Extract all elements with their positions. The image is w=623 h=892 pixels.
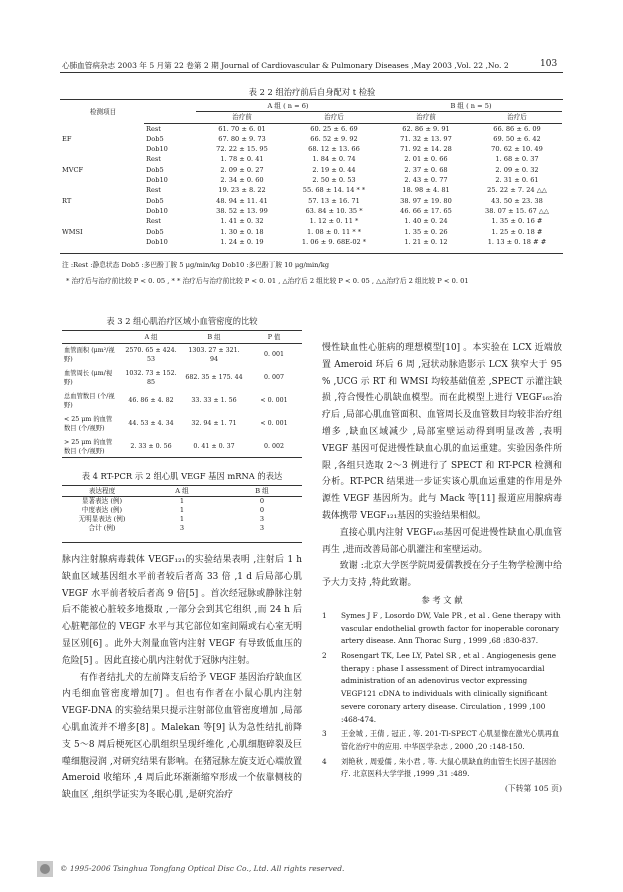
table2-b-before-value: 1. 40 ± 0. 24 [404,217,448,226]
table2-row [62,175,562,185]
table3-row [62,344,302,368]
table2-a-before-value: 1. 41 ± 0. 32 [220,217,264,226]
table3-a-value: 1032. 73 ± 152. 85 [125,370,177,386]
table2-b-before-value: 1. 35 ± 0. 26 [404,227,448,236]
table4-a-count: 1 [179,515,185,523]
table4-row [62,524,302,533]
table2-b-before-value: 2. 01 ± 0. 66 [404,155,448,164]
table2-a-before-value: 38. 52 ± 13. 99 [216,206,268,215]
reference-text: Rosengart TK, Lee LY, Patel SR , et al . Angiogenesis gene therapy : phase I assessment of Direct intramyocardial administration of an adenovirus vector expressing VEGF121 cDNA to individuals with clinically significant severe coronary artery disease. Circulation , 1999 ,100 :468-474. [341,651,557,724]
header-rule [60,72,563,73]
table2-top-rule [60,99,563,100]
table2-b-after-value: 25. 22 ± 7. 24 △△ [487,186,547,195]
table2-a-after-value: 66. 52 ± 9. 92 [310,134,358,143]
table2-condition: Dob5 [146,227,164,236]
table2-item [62,154,144,164]
table2-item: MVCF [62,165,84,174]
table2-b-after-value: 2. 09 ± 0. 32 [495,165,539,174]
right-paragraph-2: 直接心肌内注射 VEGF₁₆₅基因可促进慢性缺血心肌血管再生 ,进而改善局部心肌灌注和室壁运动。 [322,527,562,555]
table2-a-after-value: 2. 50 ± 0. 53 [312,176,356,185]
table2 [62,101,562,247]
table3-p-value: 0. 002 [263,443,285,451]
table2-condition: Dob5 [146,165,164,174]
table2-a-after-value: 68. 12 ± 13. 66 [308,145,360,154]
table3 [62,333,302,459]
table2-a-after-value: 60. 25 ± 6. 69 [310,124,358,133]
table4-b-count: 0 [259,506,265,514]
table3-caption: 表 3 2 组心肌治疗区域小血管密度的比较 [106,316,258,326]
table4-a-count: 3 [179,524,185,532]
table3-row-label: < 25 μm 的血管数目 (个/视野) [64,416,113,432]
table2-caption: 表 2 2 组治疗前后自身配对 t 检验 [248,87,376,97]
table2-a-before-value: 1. 24 ± 0. 19 [220,237,264,246]
table2-b-before: 治疗前 [380,112,472,123]
table2-note-abbrev: 注 :Rest :静息状态 Dob5 :多巴酚丁胺 5 μg/min/kg Dob10 :多巴酚丁胺 10 μg/min/kg [62,261,330,269]
table3-p-value: < 0. 001 [260,397,288,405]
table3-header-blank [62,333,120,344]
table2-b-after-value: 1. 25 ± 0. 18 # [491,227,543,236]
table4-b-count: 3 [259,524,265,532]
table2-item [62,216,144,226]
table3-header-b: B 组 [207,333,221,341]
table4-level: 中度表达 (例) [81,506,123,514]
table4-b-count: 3 [259,515,265,523]
table3-a-value: 2. 33 ± 0. 56 [130,443,172,451]
reference-text: 刘艳秋 , 周爱儒 , 朱小君 , 等. 大鼠心肌缺血的血管生长因子基因治疗. 北京医科大学学报 ,1999 ,31 :489. [341,756,557,779]
table2-condition: Rest [146,217,161,226]
table2-bottom-rule [60,253,563,254]
reference-item [322,728,562,753]
table2-b-before-value: 62. 86 ± 9. 91 [402,124,450,133]
table2-item-header: 检测项目 [89,107,117,116]
table3-b-value: 32. 94 ± 1. 71 [191,420,237,428]
table2-row [62,123,562,134]
table4-a-count: 1 [179,497,185,505]
table2-b-before-value: 71. 92 ± 14. 28 [400,145,452,154]
table2-condition: Dob10 [146,145,168,154]
table4-caption: 表 4 RT-PCR 示 2 组心肌 VEGF 基因 mRNA 的表达 [81,471,283,481]
table2-b-before-value: 2. 43 ± 0. 77 [404,176,448,185]
table4-level: 合计 (例) [88,524,116,532]
table2-item: WMSI [62,227,83,236]
table2-row [62,216,562,226]
table2-a-before-value: 2. 09 ± 0. 27 [220,165,264,174]
table2-b-before-value: 1. 21 ± 0. 12 [404,237,448,246]
table4-row [62,506,302,515]
table2-a-before-value: 48. 94 ± 11. 41 [216,196,268,205]
table4-a-count: 1 [179,506,185,514]
table2-b-after: 治疗后 [472,112,562,123]
table2-a-after-value: 1. 08 ± 0. 11 * * [306,227,362,236]
publisher-logo-icon [36,860,54,878]
table4-level: 显著表达 (例) [81,497,123,505]
table3-p-value: 0. 001 [263,351,285,359]
table2-row [62,237,562,247]
table4-level: 无明显表达 (例) [78,515,126,523]
table4-header-b: B 组 [255,487,269,495]
table2-b-before-value: 38. 97 ± 19. 80 [400,196,452,205]
table2-item: EF [62,134,72,143]
table4-row [62,515,302,524]
table2-condition: Dob5 [146,196,164,205]
table3-b-value: 1303. 27 ± 321. 94 [188,347,240,363]
table2-a-after-value: 1. 12 ± 0. 11 * [309,217,359,226]
table2-b-after-value: 70. 62 ± 10. 49 [491,145,543,154]
table4-bottom-rule [62,542,302,543]
table2-b-after-value: 2. 31 ± 0. 61 [495,176,539,185]
table2-condition: Dob10 [146,176,168,185]
table2-item [62,123,144,134]
table2-row [62,165,562,175]
reference-text: 王金城 , 王倩 , 冠正 , 等. 201-Tl-SPECT 心肌显像在激光心肌再血管化治疗中的应用. 中华医学杂志 , 2000 ,20 :148-150. [341,729,560,751]
reference-text: Symes J F , Losordo DW, Vale PR , et al . Gene therapy with vascular endothelial growth factor for inoperable coronary artery disease. Ann Thorac Surg , 1999 ,68 :830-837. [341,610,561,646]
table2-b-before-value: 18. 98 ± 4. 81 [402,186,450,195]
table2-group-a: A 组 ( n = 6) [196,101,380,112]
table2-group-b: B 组 ( n = 5) [380,101,562,112]
left-paragraph-2: 有作者结扎犬的左前降支后给予 VEGF 基因治疗缺血区内毛细血管密度增加[7] 。但也有作者在小鼠心肌内注射 VEGF-DNA 的实验结果只提示注射部位血管密度增加 ,局部心肌血流并不增多[8] 。Malekan 等[9] 认为急性结扎前降支 5～8 周后梗死区心肌组织呈现纤维化 ,心肌细胞碎裂及巨噬细胞浸润 ,对研究结果有影响。在猪冠脉左旋支近心端放置 Ameroid 收缩环 ,4 周后此环渐渐缩窄形成一个依靠侧枝的缺血区 ,组织学证实为冬眠心肌 ,是研究治疗 [62,672,302,801]
table4-header-a: A 组 [175,487,189,495]
right-paragraph-1: 慢性缺血性心脏病的理想模型[10] 。本实验在 LCX 近端放置 Ameroid 环后 6 周 ,冠状动脉造影示 LCX 狭窄大于 95 % ,UCG 示 RT 和 WMSI 均较基础值差 ,SPECT 示灌注缺损 ,符合慢性心肌缺血模型。而在此模型上进行 VEGF₁₆₅治疗后 ,局部心肌血管面积、血管周长及血管数目均较非治疗组增多 ,缺血区域减少 ,局部室壁运动得到明显改善 ,表明 VEGF 基因可促进慢性缺血心肌的血运重建。实验因条件所限 ,各组只选取 2～3 例进行了 SPECT 和 RT-PCR 检测和分析。RT-PCR 结果进一步证实该心肌血运重建的作用是外源性 VEGF 基因所为。此与 Mack 等[11] 报道应用腺病毒载体携带 VEGF₁₂₁基因的实验结果相似。 [322,343,562,521]
table3-a-value: 44. 53 ± 4. 34 [128,420,174,428]
table2-item: RT [62,196,72,205]
table4 [62,487,302,533]
table2-a-before-value: 2. 34 ± 0. 60 [220,176,264,185]
table3-p-value: 0. 007 [263,374,285,382]
table2-a-after-value: 57. 13 ± 16. 71 [308,196,360,205]
right-column [322,340,562,795]
table2-row [62,134,562,144]
table2-a-after: 治疗后 [288,112,380,123]
acknowledgement: 致谢 :北京大学医学院周爱儒教授在分子生物学检测中给予大力支持 ,特此致谢。 [322,561,562,589]
table3-row [62,390,302,413]
table3-row-label: 血管周长 (μm/视野) [64,370,113,386]
table2-a-before-value: 1. 78 ± 0. 41 [220,155,264,164]
table3-row [62,413,302,436]
table3-row-label: 总血管数目 (个/视野) [64,393,115,409]
table2-item [62,206,144,216]
table2-a-before-value: 19. 23 ± 8. 22 [218,186,266,195]
table2-a-before: 治疗前 [196,112,288,123]
table3-row-label: 血管面积 (μm²/视野) [64,347,115,363]
table2-b-after-value: 38. 07 ± 15. 67 △△ [485,206,549,215]
table2-item [62,144,144,154]
table2-condition: Dob10 [146,237,168,246]
table2-b-after-value: 1. 35 ± 0. 16 # [491,217,543,226]
reference-item [322,650,562,726]
table2-b-before-value: 71. 32 ± 13. 97 [400,134,452,143]
table4-row [62,497,302,507]
table3-header-a: A 组 [144,333,158,341]
table2-a-before-value: 72. 22 ± 15. 95 [216,145,268,154]
table3-p-value: < 0. 001 [260,420,288,428]
table2-condition: Rest [146,155,161,164]
page-number: 103 [540,59,558,69]
table2-item [62,237,144,247]
table2-row [62,227,562,237]
table2-b-after-value: 43. 50 ± 23. 38 [491,196,543,205]
table2-b-after-value: 69. 50 ± 6. 42 [493,134,541,143]
table2-condition: Dob5 [146,134,164,143]
table3-a-value: 46. 86 ± 4. 82 [128,397,174,405]
table2-b-before-value: 2. 37 ± 0. 68 [404,165,448,174]
table2-row [62,196,562,206]
table3-row-label: > 25 μm 的血管数目 (个/视野) [64,439,113,455]
reference-number: 1 [322,610,327,620]
left-paragraph-1: 脉内注射腺病毒载体 VEGF₁₂₁的实验结果表明 ,注射后 1 h 缺血区域基因组水平前者较后者高 33 倍 ,1 d 后局部心肌 VEGF 水平前者较后者高 9 倍[5] 。首次经冠脉或静脉注射后不能被心脏较多地摄取 ,一部分会到其它组织 ,而 24 h 后心脏靶部位的 VEGF 水平与其它部位如室间隔或右心室无明显区别[6] 。此外大剂量血管内注射 VEGF 有导致低血压的危险[5] 。因此直接心肌内注射优于冠脉内注射。 [62,555,302,666]
table2-row [62,144,562,154]
table2-note-significance: * 治疗后与治疗前比较 P < 0. 05 , * * 治疗后与治疗前比较 P < 0. 01 , △治疗后 2 组比较 P < 0. 05 , △△治疗后 2 组比较 P < 0. 01 [66,277,469,285]
table3-header-p: P 值 [267,333,281,341]
table3-row [62,367,302,390]
table2-a-after-value: 55. 68 ± 14. 14 * * [302,186,366,195]
table2-a-after-value: 1. 84 ± 0. 74 [312,155,356,164]
table4-header-level: 表达程度 [88,487,116,495]
table2-a-after-value: 63. 84 ± 10. 35 * [305,206,363,215]
table3-b-value: 682. 35 ± 175. 44 [185,374,243,382]
table3-row [62,436,302,459]
table2-a-after-value: 1. 06 ± 9. 68E-02 * [301,237,367,246]
table2-a-after-value: 2. 19 ± 0. 44 [312,165,356,174]
table2-a-before-value: 61. 70 ± 6. 01 [218,124,266,133]
table2-condition: Rest [146,124,161,133]
table3-b-value: 33. 33 ± 1. 56 [191,397,237,405]
reference-number: 2 [322,651,327,661]
left-column [62,552,302,804]
table2-b-before-value: 46. 66 ± 17. 65 [400,206,452,215]
table2-b-after-value: 66. 86 ± 6. 09 [493,124,541,133]
table3-top-rule [62,330,302,331]
table3-b-value: 0. 41 ± 0. 37 [193,443,235,451]
table2-item [62,175,144,185]
references-title: 参 考 文 献 [421,594,463,605]
table2-a-before-value: 67. 80 ± 9. 73 [218,134,266,143]
table2-row [62,154,562,164]
table2-row [62,206,562,216]
copyright-footer: © 1995-2006 Tsinghua Tongfang Optical Disc Co., Ltd. All rights reserved. [60,864,345,873]
table2-b-after-value: 1. 13 ± 0. 18 # # [487,237,547,246]
table2-condition: Dob10 [146,206,168,215]
reference-list [322,610,562,781]
table4-top-rule [62,485,302,486]
table4-b-count: 0 [259,497,265,505]
reference-number: 4 [322,756,327,766]
table2-row [62,185,562,195]
continued-note: (下转第 105 页) [504,784,562,794]
reference-number: 3 [322,729,327,739]
reference-item [322,610,562,648]
reference-item [322,756,562,781]
table3-bottom-rule [62,457,302,458]
table2-item [62,185,144,195]
table2-a-before-value: 1. 30 ± 0. 18 [220,227,264,236]
table2-condition: Rest [146,186,161,195]
table2-b-after-value: 1. 68 ± 0. 37 [495,155,539,164]
table3-a-value: 2570. 65 ± 424. 53 [125,347,177,363]
running-header: 心肺血管病杂志 2003 年 5 月第 22 卷第 2 期 Journal of Cardiovascular & Pulmonary Diseases ,May 2003 ,Vol. 22 ,No. 2 [62,61,509,70]
